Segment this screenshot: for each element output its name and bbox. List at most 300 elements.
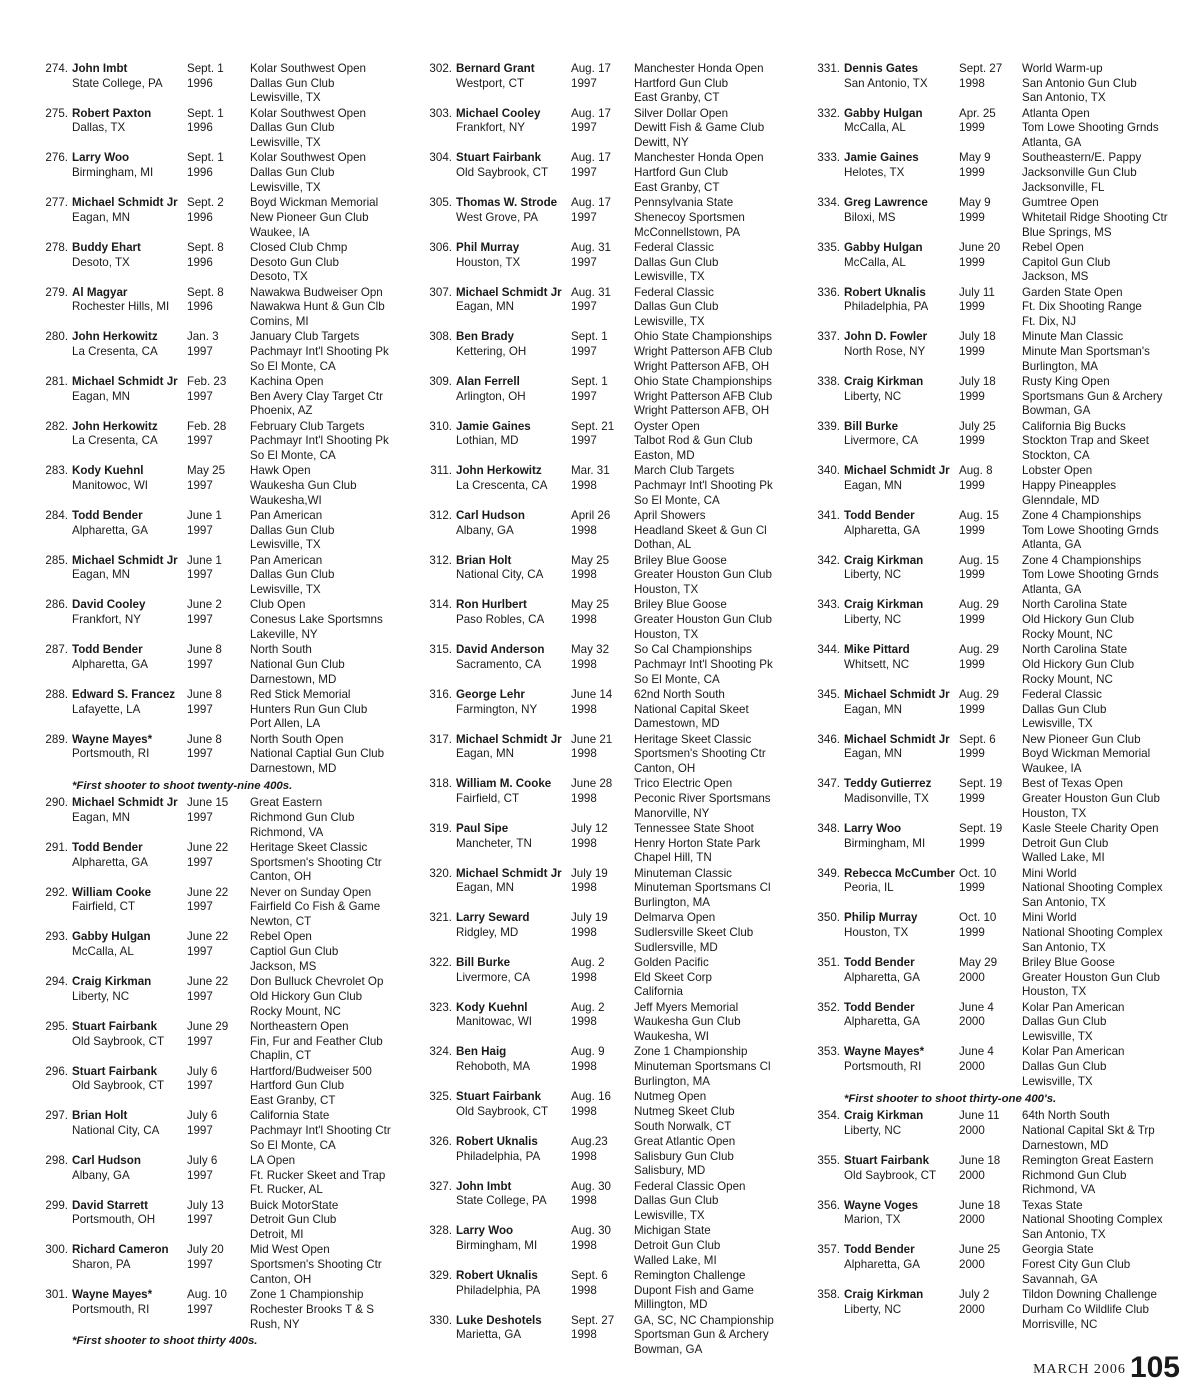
event-location: Darnestown, MD (250, 761, 337, 775)
event-club: Capitol Gun Club (1022, 255, 1111, 269)
shoot-day: June 22 (187, 975, 229, 989)
record-entry (28, 1154, 406, 1198)
shooter-name: Michael Schmidt Jr (456, 285, 562, 299)
event-info (634, 107, 794, 151)
shooter-info (72, 151, 190, 180)
footnote: *First shooter to shoot thirty-one 400's. (844, 1092, 1057, 1105)
shooter-hometown: Alpharetta, GA (72, 855, 149, 869)
shooter-name: Stuart Fairbank (72, 1019, 158, 1033)
event-location: Atlanta, GA (1022, 136, 1082, 150)
event-club: Tom Lowe Shooting Grnds (1022, 523, 1159, 537)
event-club: Salisbury Gun Club (634, 1149, 734, 1163)
event-name: April Showers (634, 509, 706, 523)
event-club: Fairfield Co Fish & Game (250, 900, 381, 914)
shooter-info (456, 196, 574, 225)
event-info (1022, 151, 1172, 195)
event-info (250, 62, 406, 106)
shooter-info (844, 151, 962, 180)
event-info (634, 1224, 794, 1268)
record-entry (28, 554, 406, 598)
event-location: San Antonio, TX (1022, 91, 1106, 105)
shooter-name: Todd Bender (844, 1000, 915, 1014)
shooter-info (456, 1314, 574, 1343)
shoot-day: Aug. 8 (959, 464, 993, 478)
shoot-year: 1997 (187, 613, 213, 627)
event-club: Nawakwa Hunt & Gun Clb (250, 300, 385, 314)
shoot-day: Aug. 17 (571, 151, 611, 165)
record-number: 298. (45, 1153, 68, 1167)
record-entry (28, 464, 406, 508)
event-name: Minute Man Classic (1022, 330, 1124, 344)
record-number: 327. (429, 1179, 452, 1193)
shooter-info (844, 688, 962, 717)
shoot-day: Aug. 31 (571, 285, 611, 299)
event-name: Federal Classic (634, 240, 714, 254)
record-number: 350. (817, 911, 840, 925)
shooter-hometown: Whitsett, NC (844, 657, 910, 671)
shoot-day: Sept. 8 (187, 240, 224, 254)
shooter-name: Craig Kirkman (844, 553, 924, 567)
event-club: Greater Houston Gun Club (634, 568, 772, 582)
shoot-date (959, 1109, 1019, 1138)
shooter-info (844, 196, 962, 225)
shooter-name: Robert Uknalis (844, 285, 926, 299)
shooter-hometown: Eagan, MN (844, 747, 902, 761)
event-club: Greater Houston Gun Club (1022, 791, 1160, 805)
shoot-day: June 11 (959, 1109, 1000, 1123)
shoot-day: June 2 (187, 598, 222, 612)
event-info (634, 1045, 794, 1089)
event-name: Mini World (1022, 866, 1077, 880)
shoot-year: 1997 (187, 1302, 213, 1316)
shoot-year: 1998 (571, 1015, 597, 1029)
shoot-day: June 1 (187, 509, 222, 523)
shooter-hometown: Ridgley, MD (456, 926, 519, 940)
shoot-date (187, 643, 247, 672)
shooter-info (72, 1199, 190, 1228)
shooter-hometown: Alpharetta, GA (844, 1258, 921, 1272)
record-number: 351. (817, 956, 840, 970)
event-location: Lewisville, TX (634, 314, 705, 328)
record-entry (28, 62, 406, 106)
event-name: Ohio State Championships (634, 330, 772, 344)
shoot-day: July 6 (187, 1153, 218, 1167)
shooter-name: John Imbt (456, 1179, 512, 1193)
shoot-date (187, 796, 247, 825)
shoot-date (187, 375, 247, 404)
event-location: Glenndale, MD (1022, 493, 1100, 507)
event-name: Kolar Pan American (1022, 1045, 1125, 1059)
shooter-hometown: Fairfield, CT (456, 791, 520, 805)
event-location: East Granby, CT (634, 180, 720, 194)
record-number: 279. (45, 285, 68, 299)
shooter-info (456, 241, 574, 270)
record-number: 348. (817, 821, 840, 835)
shoot-date (571, 1180, 631, 1209)
record-entry (800, 420, 1172, 464)
event-info (634, 464, 794, 508)
record-entry (412, 1001, 794, 1045)
event-club: Dupont Fish and Game (634, 1283, 754, 1297)
event-club: Whitetail Ridge Shooting Ctr (1022, 210, 1168, 224)
shoot-date (571, 151, 631, 180)
shooter-hometown: Liberty, NC (72, 989, 130, 1003)
record-number: 352. (817, 1000, 840, 1014)
event-info (634, 1001, 794, 1045)
event-info (634, 1314, 794, 1358)
event-location: Dothan, AL (634, 538, 692, 552)
record-entry (800, 62, 1172, 106)
record-entry (412, 777, 794, 821)
event-name: Closed Club Chmp (250, 240, 348, 254)
shooter-name: Wayne Mayes* (844, 1045, 925, 1059)
record-entry (28, 286, 406, 330)
event-location: San Antonio, TX (1022, 896, 1106, 910)
shoot-date (959, 911, 1019, 940)
shoot-date (571, 107, 631, 136)
shoot-date (571, 196, 631, 225)
event-club: Detroit Gun Club (634, 1238, 721, 1252)
event-club: National Capital Skt & Trp (1022, 1123, 1155, 1137)
shooter-info (456, 509, 574, 538)
event-location: Bowman, GA (634, 1343, 703, 1357)
event-club: Minute Man Sportsman's (1022, 344, 1150, 358)
event-location: Waukesha, WI (634, 1030, 709, 1044)
event-info (634, 241, 794, 285)
shoot-day: July 11 (959, 285, 995, 299)
event-location: So El Monte, CA (634, 672, 720, 686)
shooter-info (72, 420, 190, 449)
record-number: 357. (817, 1243, 840, 1257)
event-club: Captiol Gun Club (250, 945, 339, 959)
record-entry (28, 598, 406, 642)
event-info (634, 62, 794, 106)
record-number: 332. (817, 106, 840, 120)
shooter-hometown: State College, PA (456, 1194, 547, 1208)
shooter-info (844, 777, 962, 806)
event-info (250, 375, 406, 419)
event-location: Rocky Mount, NC (1022, 672, 1113, 686)
event-location: Darnestown, MD (1022, 1138, 1109, 1152)
shooter-name: Robert Uknalis (456, 1268, 538, 1282)
record-entry (28, 107, 406, 151)
shoot-day: Sept. 1 (571, 374, 608, 388)
event-club: National Shooting Complex (1022, 926, 1163, 940)
record-entry (28, 886, 406, 930)
shooter-info (72, 1065, 190, 1094)
event-name: Gumtree Open (1022, 196, 1099, 210)
shooter-name: Michael Schmidt Jr (72, 553, 178, 567)
record-number: 304. (429, 151, 452, 165)
event-info (634, 598, 794, 642)
shoot-date (959, 420, 1019, 449)
shoot-date (959, 956, 1019, 985)
event-club: Pachmayr Int'l Shooting Pk (250, 344, 389, 358)
event-club: Wright Patterson AFB Club (634, 389, 773, 403)
shoot-day: Sept. 19 (959, 821, 1003, 835)
shooter-hometown: Arlington, OH (456, 389, 526, 403)
event-name: Golden Pacific (634, 956, 709, 970)
shoot-day: Aug. 29 (959, 687, 999, 701)
shoot-date (187, 107, 247, 136)
event-name: Silver Dollar Open (634, 106, 729, 120)
shooter-info (456, 375, 574, 404)
event-location: Rush, NY (250, 1317, 300, 1331)
shoot-year: 1997 (187, 1123, 213, 1137)
event-location: Bowman, GA (1022, 404, 1091, 418)
record-entry (800, 330, 1172, 374)
event-location: Atlanta, GA (1022, 583, 1082, 597)
shoot-date (959, 1001, 1019, 1030)
event-location: Chapel Hill, TN (634, 851, 712, 865)
shoot-year: 1997 (187, 1034, 213, 1048)
event-club: San Antonio Gun Club (1022, 76, 1137, 90)
shooter-name: Ben Brady (456, 330, 514, 344)
shoot-year: 1999 (959, 568, 985, 582)
shoot-date (571, 554, 631, 583)
shoot-date (571, 867, 631, 896)
record-entry (28, 375, 406, 419)
event-name: Federal Classic (634, 285, 714, 299)
shooter-hometown: Lafayette, LA (72, 702, 141, 716)
record-number: 342. (817, 553, 840, 567)
event-name: North South (250, 643, 312, 657)
event-location: California (634, 985, 683, 999)
shooter-name: Bill Burke (456, 956, 511, 970)
shooter-hometown: Alpharetta, GA (844, 1015, 921, 1029)
record-number: 322. (429, 956, 452, 970)
shoot-day: July 2 (959, 1288, 990, 1302)
event-club: Sportsmen's Shooting Ctr (634, 747, 766, 761)
record-number: 316. (429, 687, 452, 701)
record-entry (28, 643, 406, 687)
shooter-hometown: Portsmouth, RI (72, 747, 150, 761)
event-club: Dallas Gun Club (1022, 1060, 1107, 1074)
event-name: Rebel Open (250, 930, 312, 944)
shoot-year: 2000 (959, 970, 985, 984)
record-number: 341. (817, 509, 840, 523)
event-info (634, 509, 794, 553)
record-entry (412, 1135, 794, 1179)
record-number: 302. (429, 62, 452, 75)
event-info (634, 777, 794, 821)
event-info (634, 196, 794, 240)
event-location: So El Monte, CA (250, 1138, 336, 1152)
shoot-year: 1997 (571, 121, 597, 135)
shooter-hometown: Houston, TX (456, 255, 521, 269)
shooter-info (844, 822, 962, 851)
shoot-date (187, 1020, 247, 1049)
shoot-date (571, 911, 631, 940)
shoot-year: 1997 (571, 210, 597, 224)
shooter-name: Mike Pittard (844, 643, 910, 657)
shoot-year: 1998 (571, 479, 597, 493)
record-entry (28, 1199, 406, 1243)
event-name: Nutmeg Open (634, 1090, 707, 1104)
event-club: Tom Lowe Shooting Grnds (1022, 568, 1159, 582)
event-location: San Antonio, TX (1022, 940, 1106, 954)
shoot-date (187, 241, 247, 270)
shoot-date (187, 509, 247, 538)
record-entry (412, 62, 794, 106)
event-location: Lewisville, TX (250, 91, 321, 105)
shooter-name: Larry Seward (456, 911, 530, 925)
shoot-day: Aug. 15 (959, 509, 999, 523)
event-name: Georgia State (1022, 1243, 1094, 1257)
shoot-date (959, 777, 1019, 806)
event-info (250, 151, 406, 195)
event-club: Richmond Gun Club (1022, 1168, 1127, 1182)
event-info (250, 1154, 406, 1198)
event-club: Dallas Gun Club (1022, 702, 1107, 716)
shooter-hometown: Philadelphia, PA (456, 1149, 541, 1163)
record-entry (412, 375, 794, 419)
event-info (1022, 464, 1172, 508)
record-number: 336. (817, 285, 840, 299)
event-info (1022, 1154, 1172, 1198)
event-club: Hartford Gun Club (634, 76, 729, 90)
event-club: Fin, Fur and Feather Club (250, 1034, 383, 1048)
shoot-date (187, 196, 247, 225)
shoot-day: June 14 (571, 687, 613, 701)
record-entry (800, 956, 1172, 1000)
shoot-date (959, 1154, 1019, 1183)
shooter-name: Jamie Gaines (844, 151, 919, 165)
shoot-year: 2000 (959, 1302, 985, 1316)
event-info (634, 375, 794, 419)
record-number: 346. (817, 732, 840, 746)
shoot-year: 1996 (187, 121, 213, 135)
shooter-hometown: Liberty, NC (844, 613, 902, 627)
shooter-hometown: Old Saybrook, CT (456, 1104, 549, 1118)
shoot-year: 1996 (187, 300, 213, 314)
event-info (250, 975, 406, 1019)
record-entry (800, 1109, 1172, 1153)
shoot-year: 1999 (959, 836, 985, 850)
event-location: Ft. Rucker, AL (250, 1183, 323, 1197)
event-info (250, 1288, 406, 1332)
event-club: Tom Lowe Shooting Grnds (1022, 121, 1159, 135)
record-entry (800, 911, 1172, 955)
event-info (1022, 509, 1172, 553)
shoot-day: June 22 (187, 885, 229, 899)
shooter-hometown: Albany, GA (456, 523, 514, 537)
event-info (250, 107, 406, 151)
shooter-name: Kody Kuehnl (72, 464, 144, 478)
shooter-hometown: Madisonville, TX (844, 791, 929, 805)
shoot-day: June 18 (959, 1153, 1001, 1167)
event-club: Pachmayr Int'l Shooting Pk (634, 657, 773, 671)
event-info (250, 733, 406, 777)
page-footer (1033, 1351, 1180, 1385)
shoot-year: 1997 (187, 811, 213, 825)
event-club: Rochester Brooks T & S (250, 1302, 374, 1316)
event-club: National Capital Skeet (634, 702, 749, 716)
event-name: Rebel Open (1022, 240, 1084, 254)
event-info (250, 464, 406, 508)
event-info (250, 1199, 406, 1243)
record-entry (28, 1243, 406, 1287)
shoot-day: Sept. 1 (187, 106, 224, 120)
shoot-date (571, 330, 631, 359)
shooter-name: Craig Kirkman (72, 975, 152, 989)
event-name: Southeastern/E. Pappy (1022, 151, 1142, 165)
event-info (634, 286, 794, 330)
event-club: Shenecoy Sportsmen (634, 210, 745, 224)
event-name: North Carolina State (1022, 598, 1128, 612)
record-number: 312. (429, 553, 452, 567)
event-club: Dallas Gun Club (634, 255, 719, 269)
event-location: Sudlersville, MD (634, 940, 718, 954)
event-info (250, 1109, 406, 1153)
event-club: Forest City Gun Club (1022, 1258, 1131, 1272)
shoot-day: June 18 (959, 1198, 1001, 1212)
shooter-name: Buddy Ehart (72, 240, 141, 254)
event-location: Jackson, MS (1022, 270, 1089, 284)
shooter-hometown: National City, CA (456, 568, 544, 582)
shoot-date (187, 62, 247, 91)
shoot-date (187, 286, 247, 315)
shoot-day: Sept. 6 (571, 1268, 608, 1282)
shoot-year: 1997 (187, 344, 213, 358)
record-entry (800, 733, 1172, 777)
shoot-day: July 18 (959, 374, 996, 388)
event-club: Wright Patterson AFB Club (634, 344, 773, 358)
shoot-day: June 20 (959, 240, 1001, 254)
shooter-info (456, 598, 574, 627)
event-location: East Granby, CT (634, 91, 720, 105)
event-info (250, 886, 406, 930)
shooter-info (844, 554, 962, 583)
shooter-hometown: Mancheter, TN (456, 836, 532, 850)
record-number: 325. (429, 1090, 452, 1104)
event-club: Ft. Rucker Skeet and Trap (250, 1168, 386, 1182)
event-name: Oyster Open (634, 419, 700, 433)
event-name: Pennsylvania State (634, 196, 734, 210)
shooter-name: Gabby Hulgan (72, 930, 151, 944)
shoot-date (187, 1199, 247, 1228)
event-info (1022, 375, 1172, 419)
event-name: Great Atlantic Open (634, 1134, 736, 1148)
record-number: 276. (45, 151, 68, 165)
shoot-date (571, 777, 631, 806)
record-entry (412, 286, 794, 330)
record-number: 284. (45, 509, 68, 523)
event-name: New Pioneer Gun Club (1022, 732, 1141, 746)
event-club: Detroit Gun Club (250, 1213, 337, 1227)
event-location: Canton, OH (634, 761, 696, 775)
event-info (1022, 107, 1172, 151)
shooter-name: Michael Cooley (456, 106, 541, 120)
event-club: Pachmayr Int'l Shooting Ctr (250, 1123, 391, 1137)
record-entry (28, 1020, 406, 1064)
records-column-3 (800, 62, 1172, 1333)
shoot-date (959, 1199, 1019, 1228)
event-info (1022, 1045, 1172, 1089)
shoot-day: Aug. 17 (571, 106, 611, 120)
record-entry (412, 822, 794, 866)
event-location: San Antonio, TX (1022, 1228, 1106, 1242)
event-name: Mid West Open (250, 1243, 330, 1257)
record-number: 340. (817, 464, 840, 478)
shooter-info (72, 1288, 190, 1317)
event-location: Lakeville, NY (250, 627, 318, 641)
shoot-date (187, 330, 247, 359)
event-name: Kachina Open (250, 374, 324, 388)
shoot-year: 1997 (187, 900, 213, 914)
event-name: 64th North South (1022, 1109, 1110, 1123)
record-number: 334. (817, 196, 840, 210)
